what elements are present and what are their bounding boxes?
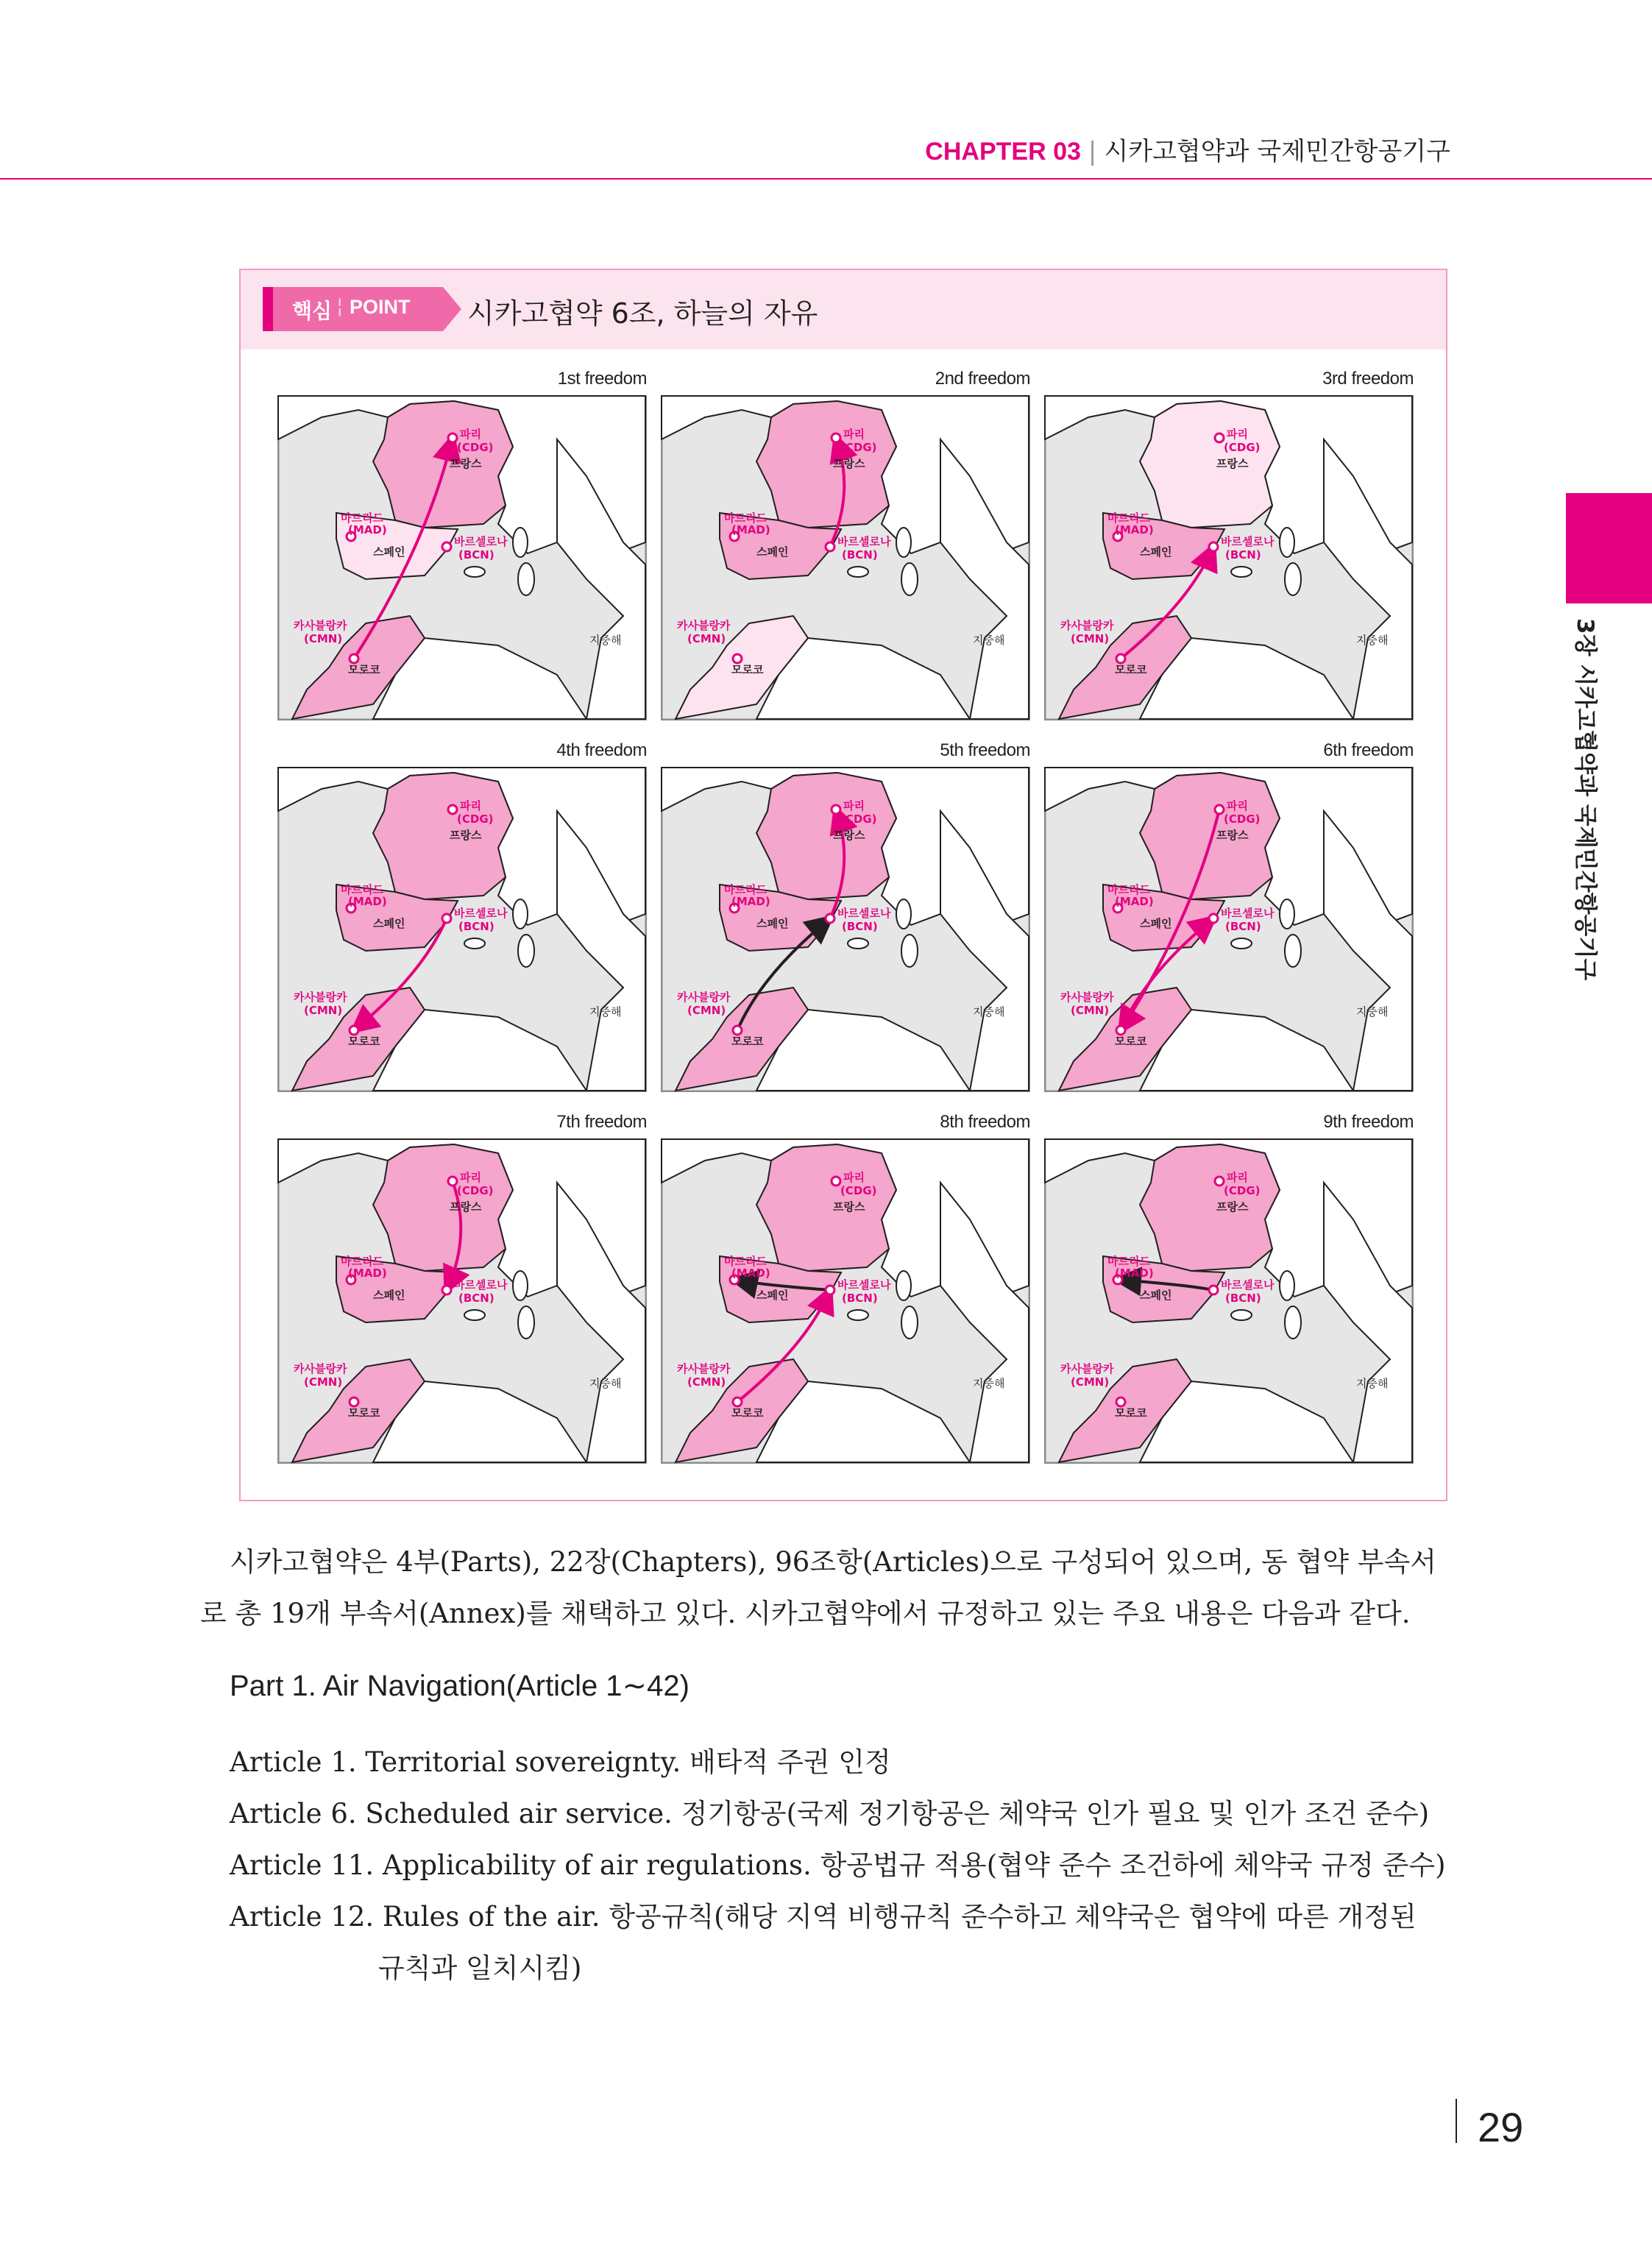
map-label: 바르셀로나	[454, 535, 508, 548]
map-label: (CMN)	[1071, 632, 1110, 645]
freedom-label: 6th freedom	[1323, 740, 1414, 760]
freedom-label: 1st freedom	[557, 369, 647, 389]
france-shape	[373, 773, 513, 899]
side-tab-text	[1572, 618, 1634, 1001]
body-paragraph-line-1: 시카고협약은 4부(Parts), 22장(Chapters), 96조항(Articles)으로 구성되어 있으며, 동 협약 부속서	[230, 1546, 1436, 1578]
freedom-map	[661, 767, 1030, 1092]
barcelona-marker	[826, 542, 834, 551]
part-1-heading: Part 1. Air Navigation(Article 1∼42)	[230, 1670, 689, 1702]
freedom-label: 9th freedom	[1323, 1112, 1414, 1132]
map-label: (BCN)	[842, 1292, 878, 1305]
map-label: (MAD)	[731, 523, 770, 536]
core-point-header	[241, 270, 1446, 350]
map-label: 프랑스	[450, 1200, 482, 1214]
map-label: 모로코	[731, 1035, 764, 1048]
freedom-label: 3rd freedom	[1322, 369, 1414, 389]
freedom-panel	[661, 1112, 1030, 1462]
map-label: 지중해	[973, 1377, 1005, 1390]
freedom-map	[277, 1138, 647, 1464]
map-label: 모로코	[348, 1406, 380, 1420]
map-label: 프랑스	[1216, 457, 1249, 470]
map-label: 지중해	[1356, 1377, 1389, 1390]
map-label: 파리	[1227, 428, 1248, 441]
freedom-label: 5th freedom	[940, 740, 1030, 760]
map-label: (MAD)	[348, 1267, 387, 1280]
map-label: 마드리드	[1107, 1255, 1150, 1268]
casablanca-marker	[733, 1026, 742, 1035]
article-11: Article 11. Applicability of air regulations. 항공법규 적용(협약 준수 조건하에 체약국 규정 준수)	[230, 1849, 1446, 1881]
map-label: 카사블랑카	[1060, 991, 1114, 1004]
map-label: 마드리드	[724, 883, 767, 896]
tag-separator: ¦	[336, 294, 344, 318]
map-label: 마드리드	[341, 883, 383, 896]
map-label: 카사블랑카	[294, 991, 347, 1004]
map-label: (BCN)	[842, 548, 878, 562]
barcelona-marker	[826, 914, 834, 923]
freedom-map	[1044, 1138, 1414, 1464]
map-label: 모로코	[348, 663, 380, 676]
map-label: 바르셀로나	[454, 907, 508, 920]
map-label: 카사블랑카	[294, 619, 347, 632]
freedom-panel	[661, 740, 1030, 1091]
map-label: (BCN)	[458, 1292, 494, 1305]
map-label: 바르셀로나	[837, 907, 891, 920]
france-shape	[756, 1144, 896, 1271]
article-1: Article 1. Territorial sovereignty. 배타적 주권 인정	[230, 1746, 891, 1778]
freedom-map	[1044, 395, 1414, 720]
chapter-title: 시카고협약과 국제민간항공기구	[1104, 137, 1450, 166]
barcelona-marker	[442, 1286, 451, 1294]
casablanca-marker	[1116, 1026, 1125, 1035]
chapter-side-tab	[1566, 493, 1652, 603]
map-label: 지중해	[973, 1005, 1005, 1019]
map-label: 스페인	[373, 1289, 405, 1302]
tag-core-text: 핵심	[292, 299, 333, 323]
casablanca-marker	[350, 654, 358, 663]
map-label: 바르셀로나	[1221, 907, 1275, 920]
map-label: 파리	[843, 799, 865, 812]
map-label: (MAD)	[1115, 895, 1154, 908]
running-head	[925, 131, 1450, 167]
map-label: (CMN)	[304, 1375, 343, 1389]
map-label: (MAD)	[731, 1267, 770, 1280]
core-point-title: 시카고협약 6조, 하늘의 자유	[467, 297, 818, 330]
freedom-label: 2nd freedom	[935, 369, 1030, 389]
freedom-panel	[661, 369, 1030, 719]
paris-marker	[1215, 805, 1224, 814]
paris-marker	[832, 1177, 840, 1186]
map-label: 프랑스	[450, 829, 482, 842]
map-label: 파리	[843, 428, 865, 441]
map-label: 스페인	[1140, 1289, 1172, 1302]
casablanca-marker	[350, 1398, 358, 1406]
map-label: 모로코	[348, 1035, 380, 1048]
map-label: (CDG)	[840, 1184, 877, 1197]
map-label: 마드리드	[724, 511, 767, 525]
chapter-label: CHAPTER 03	[925, 138, 1081, 166]
article-12: Article 12. Rules of the air. 항공규칙(해당 지역 비행규칙 준수하고 체약국은 협약에 따른 개정된	[230, 1901, 1417, 1933]
map-label: (CDG)	[1224, 441, 1261, 454]
map-label: 프랑스	[833, 1200, 865, 1214]
map-label: 지중해	[1356, 1005, 1389, 1019]
header-rule	[0, 178, 1652, 180]
core-point-box	[239, 269, 1447, 1501]
map-label: (CDG)	[1224, 812, 1261, 826]
map-label: 스페인	[756, 1289, 789, 1302]
map-label: (BCN)	[842, 920, 878, 933]
map-label: (CMN)	[687, 1375, 726, 1389]
map-label: (CDG)	[840, 441, 877, 454]
paris-marker	[832, 433, 840, 442]
map-label: 모로코	[1115, 663, 1147, 676]
map-label: 스페인	[1140, 545, 1172, 559]
map-label: 스페인	[1140, 917, 1172, 930]
barcelona-marker	[1209, 542, 1218, 551]
map-label: 프랑스	[450, 457, 482, 470]
map-label: (MAD)	[1115, 523, 1154, 536]
map-label: (BCN)	[1225, 548, 1261, 562]
map-label: (CMN)	[304, 1004, 343, 1017]
france-shape	[1140, 773, 1280, 899]
map-label: (MAD)	[731, 895, 770, 908]
map-label: 스페인	[373, 545, 405, 559]
map-label: (MAD)	[348, 895, 387, 908]
map-label: 파리	[460, 428, 481, 441]
freedom-label: 7th freedom	[556, 1112, 647, 1132]
france-shape	[756, 401, 896, 528]
freedom-map	[661, 395, 1030, 720]
map-label: 프랑스	[833, 457, 865, 470]
map-label: 바르셀로나	[837, 1278, 891, 1292]
barcelona-marker	[826, 1286, 834, 1294]
map-label: 카사블랑카	[677, 991, 731, 1004]
map-label: (BCN)	[1225, 920, 1261, 933]
freedom-label: 8th freedom	[940, 1112, 1030, 1132]
paris-marker	[448, 1177, 457, 1186]
map-label: 모로코	[1115, 1406, 1147, 1420]
map-label: (CMN)	[687, 632, 726, 645]
map-label: 카사블랑카	[677, 1362, 731, 1375]
map-label: (CMN)	[1071, 1375, 1110, 1389]
map-label: 파리	[1227, 799, 1248, 812]
barcelona-marker	[1209, 914, 1218, 923]
freedom-panel	[277, 369, 647, 719]
casablanca-marker	[350, 1026, 358, 1035]
map-label: (CDG)	[457, 441, 494, 454]
france-shape	[756, 773, 896, 899]
map-label: 마드리드	[341, 511, 383, 525]
map-label: 바르셀로나	[837, 535, 891, 548]
map-label: 파리	[843, 1171, 865, 1184]
freedom-panel	[1044, 369, 1414, 719]
paris-marker	[448, 433, 457, 442]
freedom-panel	[277, 740, 647, 1091]
map-label: (CMN)	[687, 1004, 726, 1017]
page-number: 29	[1478, 2104, 1524, 2150]
map-label: (CMN)	[304, 632, 343, 645]
core-point-tag	[263, 287, 461, 331]
map-label: 지중해	[589, 634, 622, 647]
casablanca-marker	[733, 1398, 742, 1406]
freedom-map	[277, 767, 647, 1092]
map-label: (BCN)	[1225, 1292, 1261, 1305]
map-label: 스페인	[756, 545, 789, 559]
map-label: 카사블랑카	[1060, 619, 1114, 632]
france-shape	[373, 401, 513, 528]
map-label: 카사블랑카	[294, 1362, 347, 1375]
freedom-label: 4th freedom	[556, 740, 647, 760]
side-tab-label: 3장 시카고협약과 국제민간항공기구	[1572, 618, 1598, 981]
page-number-rule	[1456, 2099, 1457, 2143]
map-label: 바르셀로나	[1221, 1278, 1275, 1292]
freedom-map	[277, 395, 647, 720]
map-label: 카사블랑카	[1060, 1362, 1114, 1375]
freedom-map	[1044, 767, 1414, 1092]
map-label: 지중해	[1356, 634, 1389, 647]
map-label: 바르셀로나	[1221, 535, 1275, 548]
map-label: 모로코	[731, 1406, 764, 1420]
barcelona-marker	[1209, 1286, 1218, 1294]
map-label: (BCN)	[458, 920, 494, 933]
freedom-map	[661, 1138, 1030, 1464]
body-paragraph-line-2: 로 총 19개 부속서(Annex)를 채택하고 있다. 시카고협약에서 규정하고 있는 주요 내용은 다음과 같다.	[200, 1598, 1411, 1629]
casablanca-marker	[733, 654, 742, 663]
casablanca-marker	[1116, 1398, 1125, 1406]
map-label: 바르셀로나	[454, 1278, 508, 1292]
article-6: Article 6. Scheduled air service. 정기항공(국제 정기항공은 체약국 인가 필요 및 인가 조건 준수)	[230, 1798, 1430, 1829]
map-label: (CDG)	[457, 1184, 494, 1197]
freedom-panel	[1044, 1112, 1414, 1462]
map-label: 카사블랑카	[677, 619, 731, 632]
map-label: 마드리드	[1107, 883, 1150, 896]
map-label: (BCN)	[458, 548, 494, 562]
france-shape	[1140, 401, 1280, 528]
map-label: 프랑스	[1216, 829, 1249, 842]
map-label: 마드리드	[724, 1255, 767, 1268]
france-shape	[1140, 1144, 1280, 1271]
map-label: (MAD)	[348, 523, 387, 536]
map-label: 파리	[1227, 1171, 1248, 1184]
map-label: 지중해	[589, 1377, 622, 1390]
map-label: 파리	[460, 1171, 481, 1184]
map-label: (CMN)	[1071, 1004, 1110, 1017]
casablanca-marker	[1116, 654, 1125, 663]
map-label: 지중해	[589, 1005, 622, 1019]
paris-marker	[448, 805, 457, 814]
paris-marker	[1215, 433, 1224, 442]
map-label: (MAD)	[1115, 1267, 1154, 1280]
map-label: 모로코	[1115, 1035, 1147, 1048]
map-label: (CDG)	[457, 812, 494, 826]
barcelona-marker	[442, 542, 451, 551]
map-label: 지중해	[973, 634, 1005, 647]
paris-marker	[832, 805, 840, 814]
map-label: 스페인	[756, 917, 789, 930]
header-separator: |	[1088, 137, 1097, 166]
map-label: 프랑스	[1216, 1200, 1249, 1214]
tag-point-text: POINT	[350, 296, 411, 318]
map-label: 프랑스	[833, 829, 865, 842]
map-label: (CDG)	[1224, 1184, 1261, 1197]
paris-marker	[1215, 1177, 1224, 1186]
map-label: 스페인	[373, 917, 405, 930]
article-12-continuation: 규칙과 일치시킴)	[378, 1952, 582, 1984]
map-label: 마드리드	[1107, 511, 1150, 525]
map-label: 파리	[460, 799, 481, 812]
map-label: 모로코	[731, 663, 764, 676]
freedom-panel	[1044, 740, 1414, 1091]
map-label: (CDG)	[840, 812, 877, 826]
freedom-panel	[277, 1112, 647, 1462]
page-header	[0, 125, 1652, 180]
france-shape	[373, 1144, 513, 1271]
barcelona-marker	[442, 914, 451, 923]
map-label: 마드리드	[341, 1255, 383, 1268]
